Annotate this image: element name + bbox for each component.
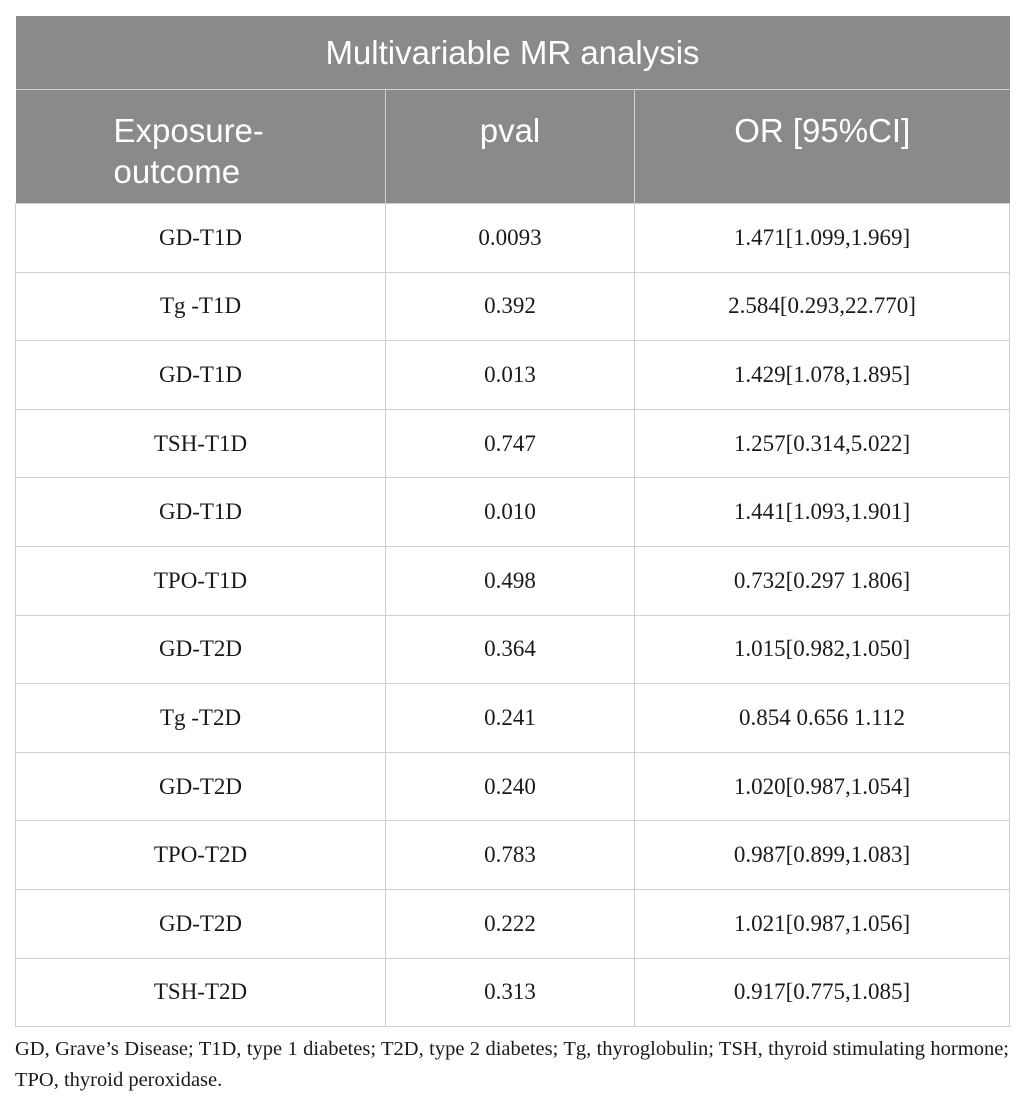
cell-exposure-outcome: TSH-T1D [16,409,386,478]
cell-exposure-outcome: Tg -T1D [16,272,386,341]
cell-pval: 0.313 [386,958,635,1027]
table-row [16,752,1010,821]
cell-or-ci: 1.429[1.078,1.895] [635,341,1010,410]
table-row [16,889,1010,958]
table-row [16,341,1010,410]
cell-or-ci: 1.471[1.099,1.969] [635,204,1010,273]
cell-or-ci: 0.987[0.899,1.083] [635,821,1010,890]
cell-or-ci: 1.021[0.987,1.056] [635,889,1010,958]
mr-analysis-table [15,16,1010,1027]
cell-exposure-outcome: TPO-T2D [16,821,386,890]
table-row [16,546,1010,615]
cell-pval: 0.240 [386,752,635,821]
cell-exposure-outcome: GD-T1D [16,341,386,410]
mr-analysis-table-container [15,16,1009,1027]
header-pval-label: pval [479,112,541,149]
table-row [16,958,1010,1027]
cell-pval: 0.222 [386,889,635,958]
cell-exposure-outcome: GD-T2D [16,615,386,684]
cell-or-ci: 1.441[1.093,1.901] [635,478,1010,547]
header-or-ci-label: OR [95%CI] [734,112,911,149]
header-exposure-outcome [16,90,386,204]
table-row [16,684,1010,753]
cell-pval: 0.498 [386,546,635,615]
cell-pval: 0.392 [386,272,635,341]
cell-or-ci: 1.020[0.987,1.054] [635,752,1010,821]
cell-or-ci: 0.917[0.775,1.085] [635,958,1010,1027]
table-row [16,272,1010,341]
cell-pval: 0.364 [386,615,635,684]
cell-pval: 0.747 [386,409,635,478]
table-row [16,409,1010,478]
table-title-row [16,16,1010,90]
table-header-row [16,90,1010,204]
cell-exposure-outcome: GD-T1D [16,204,386,273]
table-row [16,821,1010,890]
cell-exposure-outcome: GD-T1D [16,478,386,547]
table-row [16,478,1010,547]
table-title: Multivariable MR analysis [16,16,1010,90]
cell-pval: 0.783 [386,821,635,890]
cell-or-ci: 0.732[0.297 1.806] [635,546,1010,615]
table-footnote: GD, Grave’s Disease; T1D, type 1 diabetes; T2D, type 2 diabetes; Tg, thyroglobulin; TSH, thyroid stimulating hormone; TPO, thyroid peroxidase. [15,1038,1009,1091]
cell-or-ci: 0.854 0.656 1.112 [635,684,1010,753]
cell-exposure-outcome: Tg -T2D [16,684,386,753]
table-row [16,615,1010,684]
cell-exposure-outcome: TSH-T2D [16,958,386,1027]
cell-or-ci: 1.015[0.982,1.050] [635,615,1010,684]
cell-pval: 0.013 [386,341,635,410]
cell-exposure-outcome: GD-T2D [16,752,386,821]
cell-pval: 0.0093 [386,204,635,273]
cell-exposure-outcome: GD-T2D [16,889,386,958]
cell-exposure-outcome: TPO-T1D [16,546,386,615]
header-pval [386,90,635,204]
cell-or-ci: 2.584[0.293,22.770] [635,272,1010,341]
cell-pval: 0.010 [386,478,635,547]
header-exposure-outcome-label: Exposure- outcome [113,112,264,190]
cell-or-ci: 1.257[0.314,5.022] [635,409,1010,478]
table-row [16,204,1010,273]
cell-pval: 0.241 [386,684,635,753]
header-or-ci [635,90,1010,204]
